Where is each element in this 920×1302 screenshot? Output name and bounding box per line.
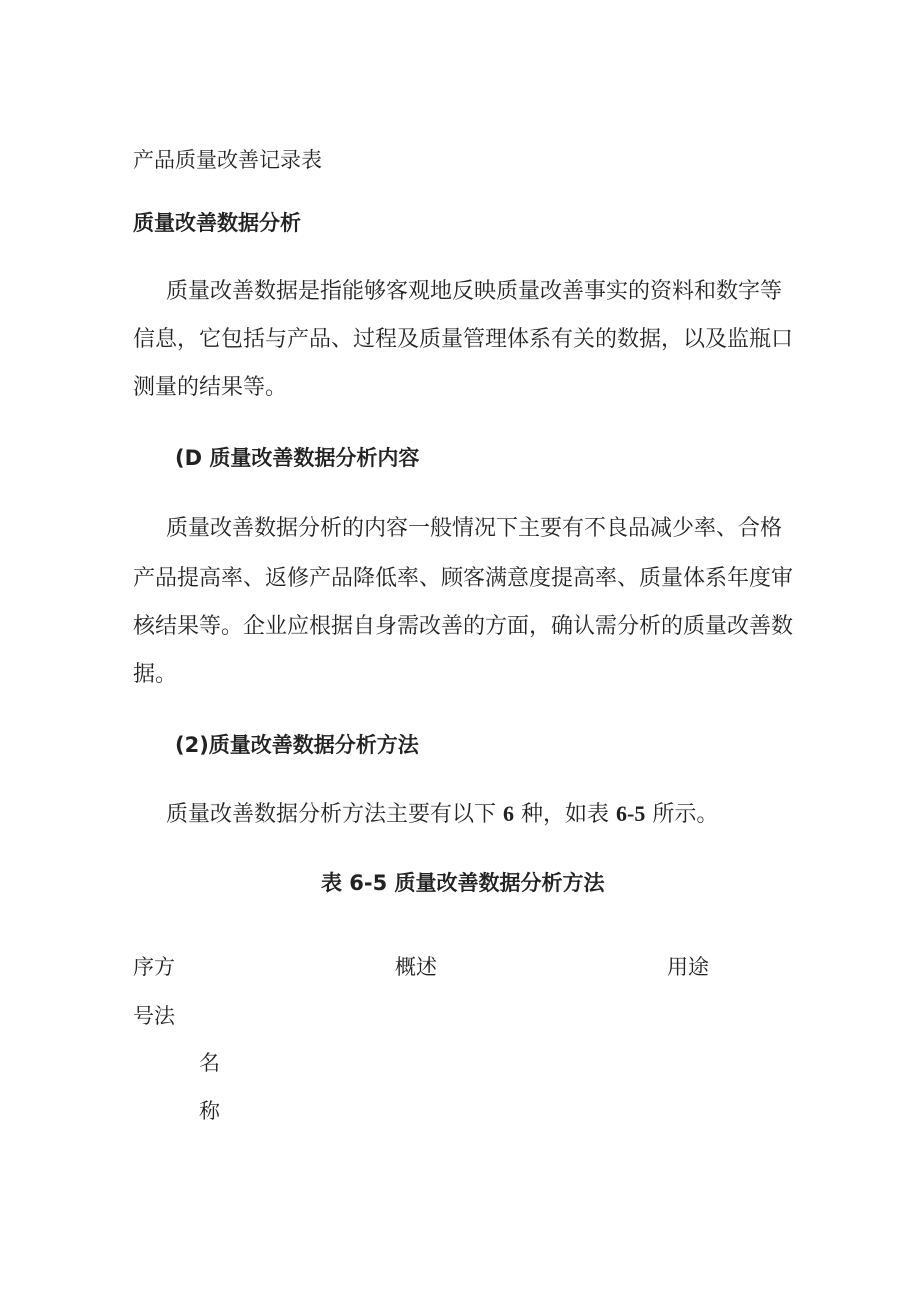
paragraph-line: 质量改善数据是指能够客观地反映质量改善事实的资料和数字等 <box>166 279 783 304</box>
paragraph-line: 据。 <box>133 662 178 687</box>
methods-paragraph <box>166 799 718 830</box>
document-title: 产品质量改善记录表 <box>133 148 322 172</box>
sub-heading-methods: (2)质量改善数据分析方法 <box>175 733 419 757</box>
method-count: 6 <box>503 801 514 826</box>
methods-text: 质量改善数据分析方法主要有以下 <box>166 802 503 827</box>
table-caption: 表 6-5 质量改善数据分析方法 <box>321 871 605 895</box>
paragraph-line: 测量的结果等。 <box>133 375 288 400</box>
section-heading: 质量改善数据分析 <box>133 211 301 235</box>
header-overview: 概述 <box>395 955 437 979</box>
paragraph-line: 信息，它包括与产品、过程及质量管理体系有关的数据，以及监瓶口 <box>133 327 794 352</box>
paragraph-line: 产品提高率、返修产品降低率、顾客满意度提高率、质量体系年度审 <box>133 566 794 591</box>
header-serial-method: 号法 <box>133 1004 175 1028</box>
sub-heading-content: (D 质量改善数据分析内容 <box>175 446 420 470</box>
header-serial-method: 序方 <box>133 955 175 979</box>
table-reference: 6-5 <box>616 801 646 826</box>
header-name: 称 <box>199 1099 220 1123</box>
methods-text: 种，如表 <box>514 802 616 827</box>
header-name: 名 <box>199 1051 220 1075</box>
paragraph-line: 核结果等。企业应根据自身需改善的方面，确认需分析的质量改善数 <box>133 614 794 639</box>
header-usage: 用途 <box>667 955 709 979</box>
paragraph-line: 质量改善数据分析的内容一般情况下主要有不良品减少率、合格 <box>166 516 783 541</box>
methods-text: 所示。 <box>645 802 719 827</box>
